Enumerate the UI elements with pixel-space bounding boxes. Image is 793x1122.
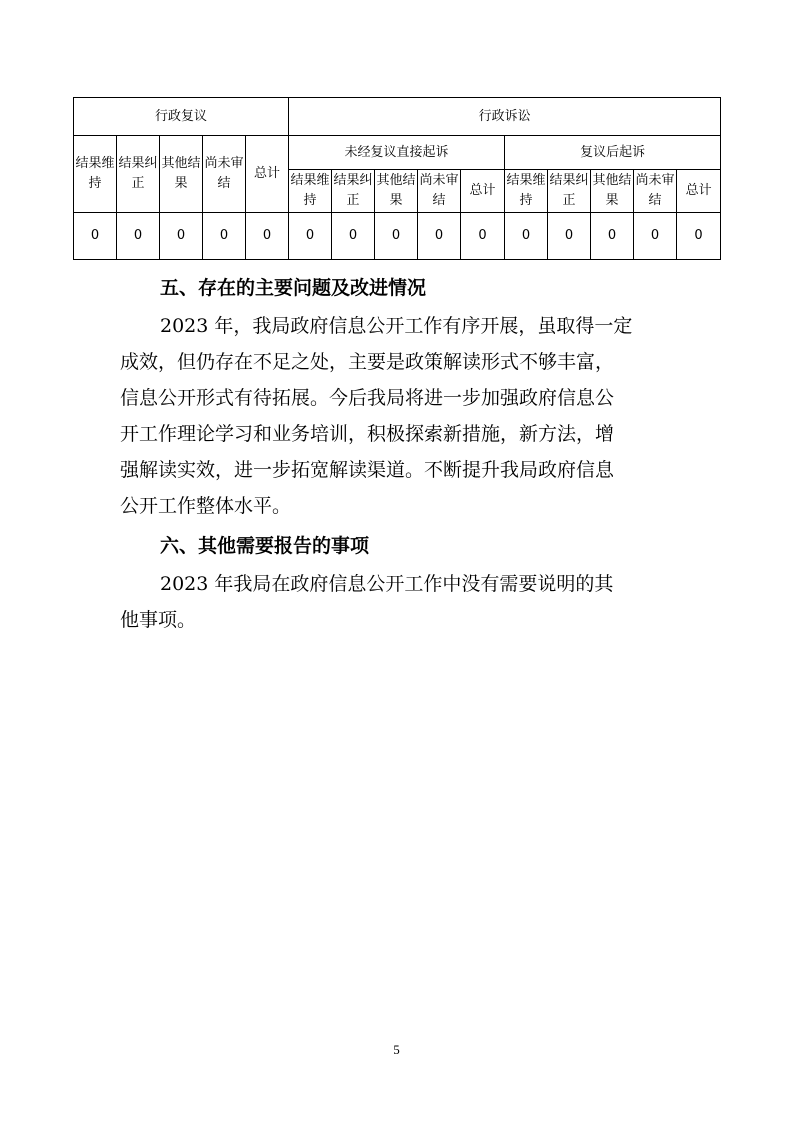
value-cell: 0: [332, 212, 375, 259]
value-cell: 0: [289, 212, 332, 259]
direct-col-3: 尚未审结: [418, 170, 461, 212]
after-col-0: 结果维持: [505, 170, 548, 212]
direct-col-0: 结果维持: [289, 170, 332, 212]
section5-line: 强解读实效，进一步拓宽解读渠道。不断提升我局政府信息: [120, 459, 615, 481]
header-after-review-suit: 复议后起诉: [505, 136, 721, 170]
after-col-1: 结果纠正: [548, 170, 591, 212]
section6-line: 他事项。: [120, 609, 197, 631]
value-cell: 0: [677, 212, 721, 259]
after-col-4: 总计: [677, 170, 721, 212]
page-number: 5: [393, 1042, 400, 1057]
section5-line: 开工作理论学习和业务培训，积极探索新措施，新方法，增: [120, 423, 615, 445]
review-col-0: 结果维持: [74, 136, 117, 212]
value-cell: 0: [591, 212, 634, 259]
value-cell: 0: [117, 212, 160, 259]
section5-line: 2023 年，我局政府信息公开工作有序开展，虽取得一定: [160, 315, 633, 337]
value-cell: 0: [375, 212, 418, 259]
review-col-2: 其他结果: [160, 136, 203, 212]
value-cell: 0: [203, 212, 246, 259]
header-admin-litigation: 行政诉讼: [289, 98, 721, 136]
section5-line: 成效，但仍存在不足之处，主要是政策解读形式不够丰富，: [120, 351, 615, 373]
value-cell: 0: [160, 212, 203, 259]
direct-col-4: 总计: [461, 170, 505, 212]
value-cell: 0: [634, 212, 677, 259]
review-col-3: 尚未审结: [203, 136, 246, 212]
section5-line: 公开工作整体水平。: [120, 495, 292, 517]
value-cell: 0: [418, 212, 461, 259]
section5-line: 信息公开形式有待拓展。今后我局将进一步加强政府信息公: [120, 387, 615, 409]
review-col-1: 结果纠正: [117, 136, 160, 212]
direct-col-2: 其他结果: [375, 170, 418, 212]
value-cell: 0: [74, 212, 117, 259]
after-col-3: 尚未审结: [634, 170, 677, 212]
value-cell: 0: [246, 212, 289, 259]
value-cell: 0: [461, 212, 505, 259]
after-col-2: 其他结果: [591, 170, 634, 212]
section6-line: 2023 年我局在政府信息公开工作中没有需要说明的其: [160, 573, 614, 595]
value-cell: 0: [548, 212, 591, 259]
section6-heading: 六、其他需要报告的事项: [160, 535, 370, 557]
section5-heading: 五、存在的主要问题及改进情况: [160, 277, 427, 299]
header-direct-suit: 未经复议直接起诉: [289, 136, 505, 170]
value-cell: 0: [505, 212, 548, 259]
admin-review-litigation-table: [73, 97, 721, 260]
header-admin-review: 行政复议: [74, 98, 289, 136]
direct-col-1: 结果纠正: [332, 170, 375, 212]
review-col-4: 总计: [246, 136, 289, 212]
